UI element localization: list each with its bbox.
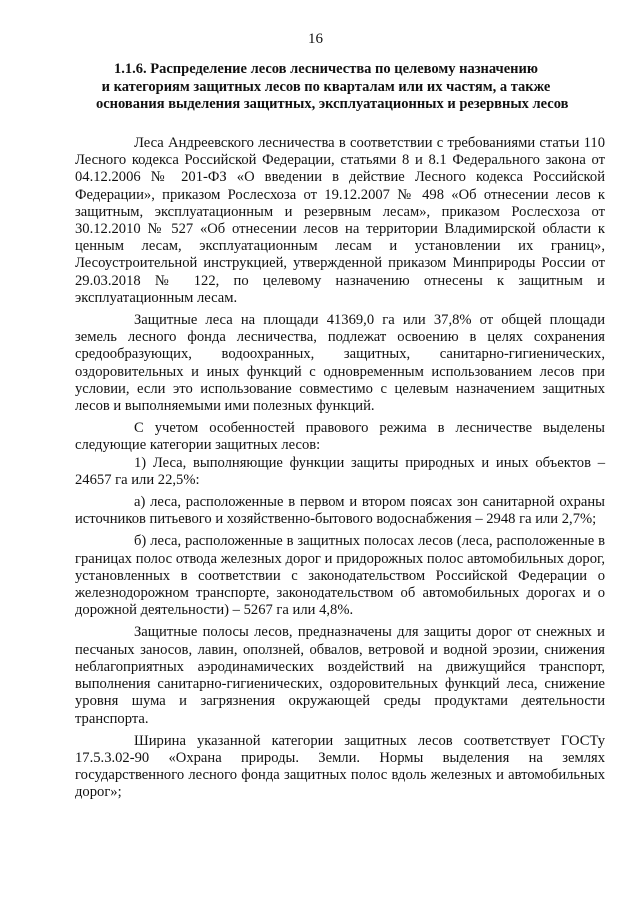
document-body: [75, 135, 605, 802]
paragraph-protective-strips-purpose: Защитные полосы лесов, предназначены для защиты дорог от снежных и песчаных заносов, лавин, оползней, обвалов, ветровой и водной эрозии, снижения неблагоприятных аэродинамических воздействий на движущийся транспорт, выполнения санитарно-гигиенических, оздоровительных функций леса, снижение уровня шума и загрязнения окружающей среды продуктами деятельности транспорта.: [75, 624, 605, 727]
paragraph-strip-width-standard: Ширина указанной категории защитных лесов соответствует ГОСТу 17.5.3.02-90 «Охрана природы. Земли. Нормы выделения на землях государственного лесного фонда защитных полос вдоль железных и автомобильных дорог»;: [75, 732, 605, 801]
page-number: 16: [308, 31, 323, 47]
section-heading-line: 1.1.6. Распределение лесов лесничества по целевому назначению: [114, 61, 538, 77]
paragraph-protective-forests-area: Защитные леса на площади 41369,0 га или 37,8% от общей площади земель лесного фонда лесничества, подлежат освоению в целях сохранения средообразующих, водоохранных, защитных, санитарно-гигиенических, оздоровительных и иных функций с одновременным использованием лесов при условии, если это использование совместимо с целевым назначением защитных лесов и выполняемыми ими полезных функций.: [75, 312, 605, 415]
list-item-subcategory-a: а) леса, расположенные в первом и втором поясах зон санитарной охраны источников питьевого и хозяйственно-бытового водоснабжения – 2948 га или 2,7%;: [75, 494, 605, 528]
paragraph-forest-classification: Леса Андреевского лесничества в соответствии с требованиями статьи 110 Лесного кодекса Российской Федерации, статьями 8 и 8.1 Федерального закона от 04.12.2006 № 201-ФЗ «О введении в действие Лесного кодекса Российской Федерации», приказом Рослесхоза от 19.12.2007 № 498 «Об отнесении лесов к защитным, эксплуатационным и резервным лесам», приказом Рослесхоза от 30.12.2010 № 527 «Об отнесении лесов на территории Владимирской области к ценным лесам, эксплуатационным лесам и установлении их границ», Лесоустроительной инструкцией, утвержденной приказом Минприроды России от 29.03.2018 № 122, по целевому назначению отнесены к защитным и эксплуатационным лесам.: [75, 135, 605, 306]
list-item-category-1: 1) Леса, выполняющие функции защиты природных и иных объектов – 24657 га или 22,5%:: [75, 454, 605, 488]
paragraph-protective-categories-intro: С учетом особенностей правового режима в лесничестве выделены следующие категории защитных лесов:: [75, 420, 605, 454]
section-heading: [96, 61, 569, 114]
list-item-subcategory-b: б) леса, расположенные в защитных полосах лесов (леса, расположенные в границах полос отвода железных дорог и придорожных полос автомобильных дорог, установленных в соответствии с законодательством Российской Федерации о железнодорожном транспорте, законодательством об автомобильных дорогах и о дорожной деятельности) – 5267 га или 4,8%.: [75, 533, 605, 619]
section-heading-line: основания выделения защитных, эксплуатационных и резервных лесов: [96, 96, 569, 112]
section-heading-line: и категориям защитных лесов по кварталам или их частям, а также: [101, 78, 551, 95]
